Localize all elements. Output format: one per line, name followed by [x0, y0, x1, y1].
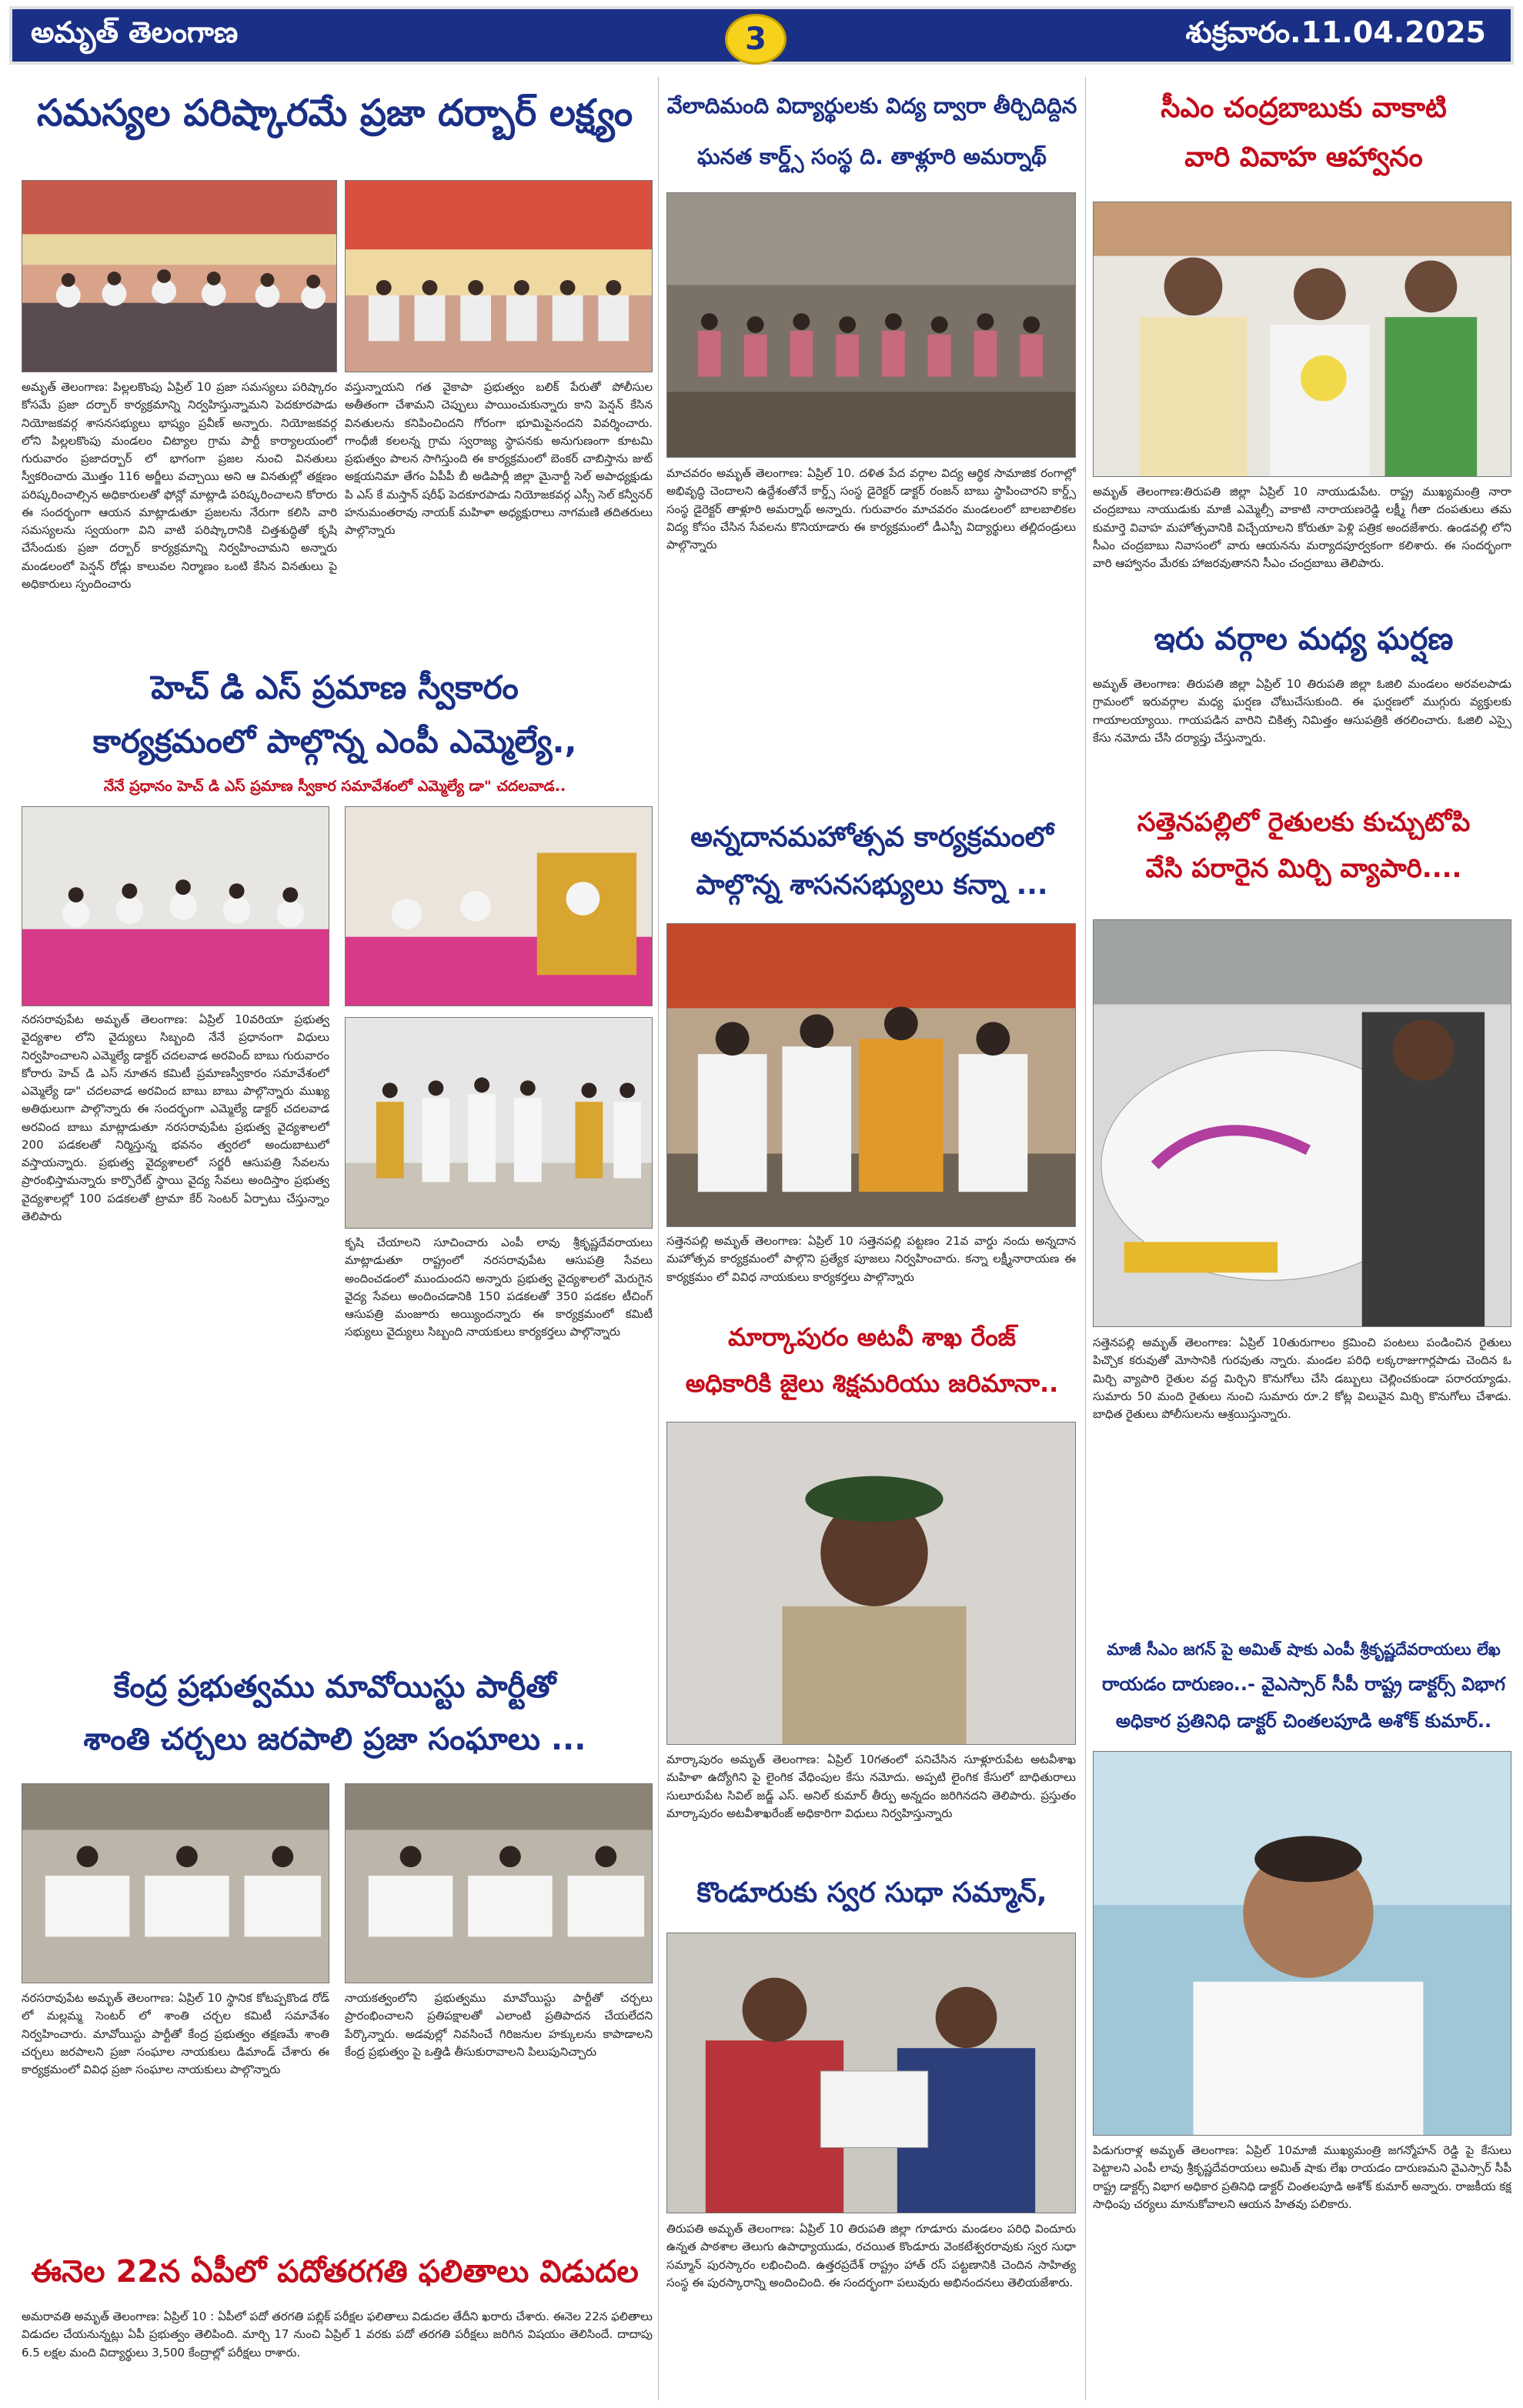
photo-darbar-1: [22, 180, 337, 372]
headline-jagan-2: రాయడం దారుణం..- వైఎస్సార్ సీపీ రాష్ట్ర డాక్టర్స్ విభాగ: [1101, 1673, 1505, 1695]
headline-hds-1: హెచ్ డి ఎస్ ప్రమాణ స్వీకారం: [151, 669, 519, 706]
headline-annadanam-1: అన్నదానమహోత్సవ కార్యక్రమంలో: [690, 822, 1054, 853]
photo-doctor: [1093, 1751, 1511, 2136]
photo-annadanam: [666, 923, 1076, 1227]
headline-maoist-1: కేంద్ర ప్రభుత్వము మావోయిస్టు పార్టీతో: [113, 1669, 556, 1705]
page-number-badge: 3: [725, 14, 787, 65]
article-darbar-body-b: వస్తున్నాయని గత వైకాపా ప్రభుత్వం బలిక్ పేరుతో పోలీసుల అతీతంగా చేశామని చెప్పులు పాయించుకున్నారు కాని పెన్షన్ కేసిన వినతులను కనిపించిందని గోరంగా భూమిపైనందని వివర్శించారు. గాంధీజీ కలలన్న గ్రామ స్వరాజ్య స్థాపనకు అనుగుణంగా కూటమి ప్రభుత్వం పాలన సాగిస్తుంది ఈ కార్యక్రమంలో బెంకర్ చాబిస్తాను జుట్ అక్షయనిమా తేగం ఏపీపీ బీ అడిపార్లీ జిల్లా మైనార్టీ సెల్ అపాధ్యక్షుడు పి ఎస్ కే మస్తాన్ షరీఫ్ పెదకూరపాడు నియోజకవర్గ ఎస్సీ సెల్ కన్వీనర్ హనుమంతరావు నాయక్ మహిళా అధ్యక్షురాలు నాగమణి తదితరులు పాల్గొన్నారు: [345, 380, 653, 537]
article-cards-body: మాచవరం అమృత్ తెలంగాణ: ఏప్రిల్ 10. దళిత పేద వర్గాల విద్య ఆర్థిక సామాజిక రంగాల్లో అభివృద్ధి చెందాలని ఉద్దేశంతోనే కార్డ్స్ సంస్థ డైరెక్టర్ డాక్టర్ రంజన్ బాబు స్థాపించారని కార్డ్స్ సంస్థ డైరెక్టర్ తాళ్లూరి అమర్నాథ్ అన్నారు. గురువారం మాచవరం మండలంలో బాలబాలికల విద్య కోసం చేసిన సేవలను కొనియాడారు ఈ కార్యక్రమంలో డీఎస్పీ విద్యార్థులు తల్లిదండ్రులు పాల్గొన్నారు: [666, 466, 1076, 552]
article-chilli-body: సత్తెనపల్లి అమృత్ తెలంగాణ: ఏప్రిల్ 10తురుగాలం క్రమించి పంటలు పండించిన రైతులు పిచ్చొక కరువుతో మోసానికి గురవుతు న్నారు. మండల పరిధి లక్కరాజుగార్లపాడు చెందిన ఓ మిర్చి వ్యాపారి రైతుల వద్ద మిర్చిని కొనుగోలు చేసి డబ్బులు చెల్లించకుండా పరారయ్యాడు. సుమారు 50 మంది రైతులు నుంచి సుమారు రూ.2 కోట్ల విలువైన మిర్చి కొనుగోలు చేశాడు. బాధిత రైతులు పోలీసులను ఆశ్రయిస్తున్నారు.: [1093, 1336, 1511, 1421]
headline-forest-2: అధికారికి జైలు శిక్షమరియు జరిమానా..: [685, 1369, 1059, 1398]
photo-cm: [1093, 202, 1511, 477]
article-forest-body: మార్కాపురం అమృత్ తెలంగాణ: ఏప్రిల్ 10గతంలో పనిచేసిన సూళ్లూరుపేట అటవీశాఖ మహిళా ఉద్యోగిని పై లైంగిక వేధింపుల కేసు నమోదు. అప్పటి లైంగిక కేసులో బాధితురాలు సులూరుపేట సివిల్ జడ్జ్ ఎస్. అనిల్ కుమార్ తీర్పు అన్నదం జరిగినదని తెలిపారు. ప్రస్తుతం మార్కాపురం అటవీశాఖరేంజ్ అధికారిగా విధులు నిర్వహిస్తున్నారు: [666, 1753, 1076, 1820]
article-award-body: తిరుపతి అమృత్ తెలంగాణ: ఏప్రిల్ 10 తిరుపతి జిల్లా గూడూరు మండలం పరిధి విందూరు ఉన్నత పాఠశాల తెలుగు ఉపాధ్యాయుడు, రచయిత కొండూరు వెంకటేశ్వరరావుకు స్వర సుధా సమ్మాన్ పురస్కారం లభించింది. ఉత్తరప్రదేశ్ రాష్ట్రం హాత్ రస్ పట్టణానికి చెందిన సాహిత్య సంస్థ ఈ పురస్కారాన్ని అందించింది. ఈ సందర్భంగా పలువురు అభినందనలు తెలియజేశారు.: [666, 2222, 1076, 2290]
column-divider: [658, 77, 659, 2400]
headline-forest-1: మార్కాపురం అటవీ శాఖ రేంజ్: [728, 1322, 1016, 1352]
photo-maoist-2: [345, 1783, 653, 1983]
paper-name: అమృత్ తెలంగాణ: [31, 15, 239, 49]
headline-cards-2: ఘనత కార్డ్స్ సంస్థ ది. తాళ్లూరి అమర్నాథ్: [697, 144, 1047, 169]
headline-cards-1: వేలాదిమంది విద్యార్థులకు విద్య ద్వారా తీర్చిదిద్దిన: [666, 93, 1077, 118]
issue-date: శుక్రవారం.11.04.2025: [1185, 15, 1486, 49]
article-clash-body: అమృత్ తెలంగాణ: తిరుపతి జిల్లా ఏప్రిల్ 10 తిరుపతి జిల్లా ఓజిలి మండలం అరవలపాడు గ్రామంలో ఇరువర్గాల మధ్య ఘర్షణ చోటుచేసుకుంది. ఈ ఘర్షణలో ముగ్గురు వ్యక్తులకు గాయాలయ్యాయి. గాయపడిన వారిని చికిత్స నిమిత్తం ఆసుపత్రికి తరలించారు. ఓజిలి ఎస్సై కేసు నమోదు చేసి దర్యాప్తు చేస్తున్నారు.: [1093, 677, 1511, 745]
photo-officer: [666, 1422, 1076, 1745]
photo-award: [666, 1933, 1076, 2213]
photo-maoist-1: [22, 1783, 329, 1983]
article-cm-invite-body: అమృత్ తెలంగాణ:తిరుపతి జిల్లా ఏప్రిల్ 10 నాయుడుపేట. రాష్ట్ర ముఖ్యమంత్రి నారా చంద్రబాబు నాయుడుకు మాజీ ఎమ్మెల్సీ వాకాటి నారాయణరెడ్డి లక్ష్మీ గీతా దంపతులు తమ కుమార్తె వివాహ మహోత్సవానికి విచ్చేయాలని కోరుతూ పెళ్లి పత్రిక అందజేశారు. ఉండవల్లి లోని సీఎం చంద్రబాబు నివాసంలో వారు ఆయనను మర్యాదపూర్వకంగా కలిశారు. ఈ సందర్భంగా వారి ఆహ్వానం మేరకు హాజరవుతానని సీఎం చంద్రబాబు తెలిపారు.: [1093, 485, 1511, 570]
headline-jagan-3: అధికార ప్రతినిధి డాక్టర్ చింతలపూడి అశోక్ కుమార్..: [1115, 1710, 1492, 1732]
headline-maoist-2: శాంతి చర్చలు జరపాలి ప్రజా సంఘాలు ...: [83, 1722, 586, 1757]
article-annadanam-body: సత్తెనపల్లి అమృత్ తెలంగాణ: ఏప్రిల్ 10 సత్తెనపల్లి పట్టణం 21వ వార్డు నందు అన్నదాన మహోత్సవ కార్యక్రమంలో పాల్గొని ప్రత్యేక పూజలు నిర్వహించారు. కన్నా లక్ష్మీనారాయణ ఈ కార్యక్రమం లో వివిధ నాయకులు కార్యకర్తలు పాల్గొన్నారు: [666, 1234, 1076, 1284]
headline-chilli-2: వేసి పరారైన మిర్చి వ్యాపారి....: [1145, 853, 1462, 884]
headline-chilli-1: సత్తెనపల్లిలో రైతులకు కుచ్చుటోపి: [1137, 807, 1471, 838]
column-divider: [1085, 77, 1086, 2400]
headline-ssc-results: ఈనెల 22న ఏపీలో పదోతరగతి ఫలితాలు విడుదల: [31, 2254, 639, 2290]
article-jagan-body: పిడుగురాళ్ల అమృత్ తెలంగాణ: ఏప్రిల్ 10మాజీ ముఖ్యమంత్రి జగన్మోహన్ రెడ్డి పై కేసులు పెట్టాలని ఎంపీ లావు శ్రీకృష్ణదేవరాయలు అమిత్ షాకు లేఖ రాయడం దారుణమని వైఎస్సార్ సీపీ రాష్ట్ర డాక్టర్స్ విభాగ అధికార ప్రతినిధి డాక్టర్ చింతలపూడి అశోక్ కుమార్ అన్నారు. రాజకీయ కక్ష సాధింపు చర్యలు మానుకోవాలని ఆయన హితవు పలికారు.: [1093, 2143, 1511, 2211]
photo-car: [1093, 919, 1511, 1327]
subheadline-hds: నేనే ప్రధానం హెచ్ డి ఎస్ ప్రమాణ స్వీకార సమావేశంలో ఎమ్మెల్యే డా" చదలవాడ..: [103, 778, 566, 795]
photo-hds-3: [345, 1017, 653, 1229]
article-hds-body-b: కృషి చేయాలని సూచించారు ఎంపీ లావు శ్రీకృష్ణదేవరాయలు మాట్లాడుతూ రాష్ట్రంలో నరసరావుపేట ఆసుపత్రి సేవలు అందించడంలో ముందుందని అన్నారు ప్రభుత్వ వైద్యశాలలో మెరుగైన వైద్య సేవలు అందించడానికి 150 పడకలతో 350 పడకల టీచింగ్ ఆసుపత్రి మంజూరు అయ్యిందన్నారు ఈ కార్యక్రమంలో కమిటీ సభ్యులు వైద్యులు సిబ్బంది నాయకులు కార్యకర్తలు పాల్గొన్నారు: [345, 1236, 653, 1339]
article-hds-body-a: నరసరావుపేట అమృత్ తెలంగాణ: ఏప్రిల్ 10వరియా ప్రభుత్వ వైద్యశాల లోని వైద్యులు సిబ్బంది నేనే ప్రధానంగా విధులు నిర్వహించాలని ఎమ్మెల్యే డాక్టర్ చదలవాడ అరవింద్ బాబు గురువారం కోరారు హెచ్ డి ఎస్ నూతన కమిటీ ప్రమాణస్వీకారం సమావేశంలో ఎమ్మెల్యే డా" చదలవాడ అరవింద బాబు బాబు పాల్గొన్నారు ముఖ్య అతిథులుగా పాల్గొన్నారు ఈ సందర్భంగా ఎమ్మెల్యే డాక్టర్ చదలవాడ అరవింద బాబు మాట్లాడుతూ నరసరావుపేట ప్రభుత్వ వైద్యశాలలో 200 పడకలతో నిర్మిస్తున్న భవనం త్వరలో అందుబాటులో వస్తాయన్నారు. ప్రభుత్వ వైద్యశాలలో సర్జరీ ఆసుపత్రి సేవలను ప్రారంభిస్తామన్నారు కార్పొరేట్ స్థాయి వైద్య సేవలు అందిస్తాం ప్రభుత్వ వైద్యశాలల్లో 100 పడకలతో ట్రామా కేర్ సెంటర్ ఏర్పాటు చేస్తున్నాం తెలిపారు: [22, 1012, 329, 1223]
headline-award: కొండూరుకు స్వర సుధా సమ్మాన్,: [696, 1877, 1047, 1909]
article-maoist-body-b: నాయకత్వంలోని ప్రభుత్వము మావోయిస్టు పార్టీతో చర్చలు ప్రారంభించాలని ప్రతిపక్షాలతో ఎలాంటి ప్రతిపాదన చేయలేదని పేర్కొన్నారు. అడవుల్లో నివసించే గిరిజనుల హక్కులను కాపాడాలని కేంద్ర ప్రభుత్వం పై ఒత్తిడి తీసుకురావాలని పిలుపునిచ్చారు: [345, 1991, 653, 2059]
photo-hds-2: [345, 806, 653, 1006]
photo-students: [666, 192, 1076, 458]
article-maoist-body-a: నరసరావుపేట అమృత్ తెలంగాణ: ఏప్రిల్ 10 స్థానిక కోటప్పకొండ రోడ్ లో మల్లమ్మ సెంటర్ లో శాంతి చర్చల కమిటీ సమావేశం నిర్వహించారు. మావోయిస్టు పార్టీతో కేంద్ర ప్రభుత్వం తక్షణమే శాంతి చర్చలు జరపాలని ప్రజా సంఘాల నాయకులు డిమాండ్ చేశారు ఈ కార్యక్రమంలో వివిధ ప్రజా సంఘాల నాయకులు పాల్గొన్నారు: [22, 1991, 329, 2076]
photo-hds-1: [22, 806, 329, 1006]
headline-hds-2: కార్యక్రమంలో పాల్గొన్న ఎంపీ ఎమ్మెల్యే.,: [92, 722, 577, 760]
headline-clash: ఇరు వర్గాల మధ్య ఘర్షణ: [1154, 622, 1454, 657]
article-ssc-body: అమరావతి అమృత్ తెలంగాణ: ఏప్రిల్ 10 : ఏపీలో పదో తరగతి పబ్లిక్ పరీక్షల ఫలితాలు విడుదల తేదీని ఖరారు చేశారు. ఈనెల 22న ఫలితాలు విడుదల చేయనున్నట్లు ఏపీ ప్రభుత్వం తెలిపింది. మార్చి 17 నుంచి ఏప్రిల్ 1 వరకు పదో తరగతి పరీక్షలు జరిగిన విషయం తెలిసిందే. దాదాపు 6.5 లక్షల మంది విద్యార్థులు 3,500 కేంద్రాల్లో పరీక్షలు రాశారు.: [22, 2310, 653, 2360]
headline-jagan-1: మాజీ సీఎం జగన్ పై అమిత్ షాకు ఎంపీ శ్రీకృష్ణదేవరాయలు లేఖ: [1107, 1640, 1501, 1659]
headline-annadanam-2: పాల్గొన్న శాసనసభ్యులు కన్నా ...: [696, 869, 1048, 901]
article-darbar-body-a: అమృత్ తెలంగాణ: పిల్లలకొంపు ఏప్రిల్ 10 ప్రజా సమస్యలు పరిష్కారం కోసమే ప్రజా దర్బార్ కార్యక్రమాన్ని నిర్వహిస్తున్నామని పెదకూరపాడు నియోజకవర్గ శాసనసభ్యులు భాష్యం ప్రవీణ్ అన్నారు. నియోజకవర్గ లోని పిల్లలకొంపు మండలం చిట్యాల గ్రామ పార్టీ కార్యాలయంలో గురువారం ప్రజాదర్బార్ లో భాగంగా ప్రజల నుంచి వినతులు స్వీకరించారు మొత్తం 116 అర్జీలు వచ్చాయి అని ఆ వినతుల్లో తక్షణం పరిష్కరించాల్సిన అధికారులతో ఫోన్లో మాట్లాడి పరిష్కరించాలని కోరారు ఈ సందర్భంగా ఆయన మాట్లాడుతూ ప్రజలను నేరుగా కలిసి వారి సమస్యలను స్వయంగా విని వాటి పరిష్కారానికి చిత్తశుద్ధితో కృషి చేసేందుకు ప్రజా దర్బార్ కార్యక్రమాన్ని నిర్వహించామని అన్నారు మండలంలో పెన్షన్ రోడ్లు కాలువల నిర్మాణం ఒంటి కేసిన వినతులు పై అధికారులు స్పందించారు: [22, 380, 337, 591]
headline-cm-invite-1: సీఎం చంద్రబాబుకు వాకాటి: [1161, 92, 1447, 124]
headline-cm-invite-2: వారి వివాహ ఆహ్వానం: [1184, 142, 1423, 173]
photo-darbar-2: [345, 180, 653, 372]
headline-praja-darbar: సమస్యల పరిష్కారమే ప్రజా దర్బార్ లక్ష్యం: [36, 92, 633, 135]
